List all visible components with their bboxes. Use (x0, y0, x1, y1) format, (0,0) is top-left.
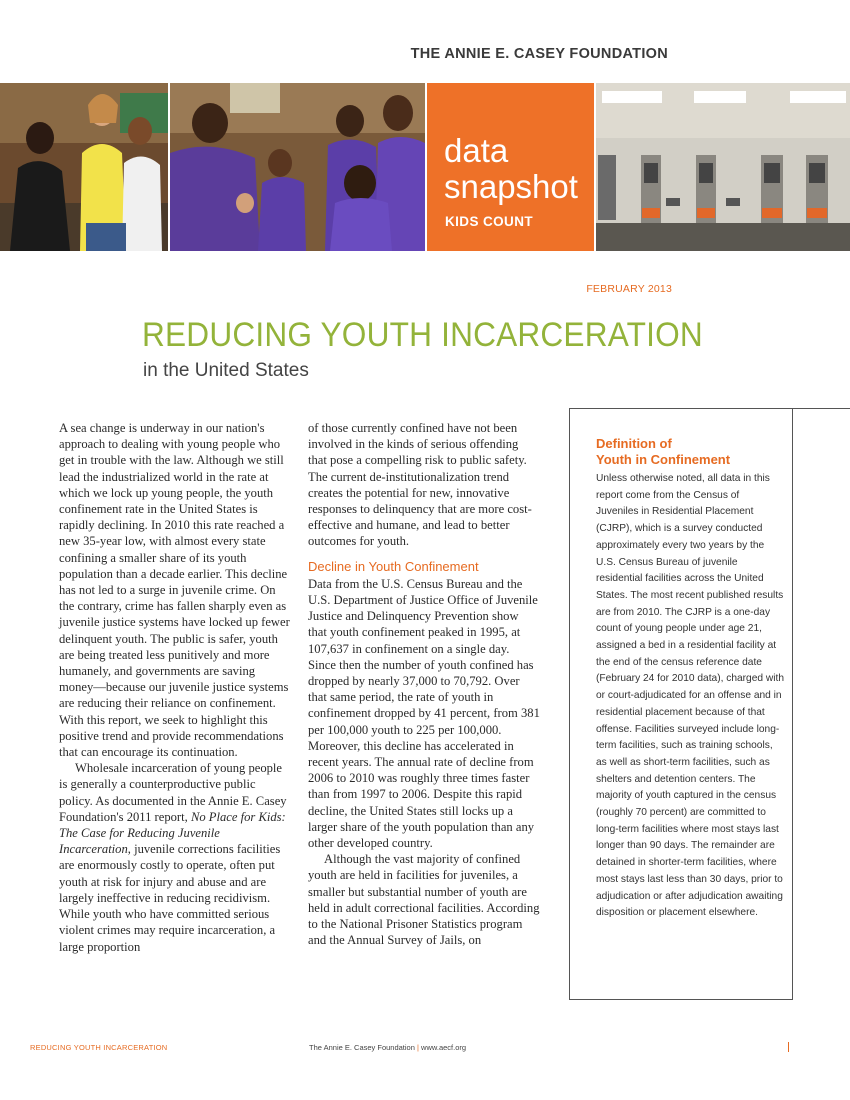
body-column-1 (59, 420, 291, 955)
foundation-name: THE ANNIE E. CASEY FOUNDATION (410, 46, 668, 62)
photo-group-discussion (170, 83, 425, 251)
second-paragraph (59, 760, 291, 954)
footer-credit (309, 1043, 466, 1052)
sidebar-title-line1: Definition of (596, 436, 672, 451)
footer-separator: | (417, 1043, 419, 1052)
photo-women-talking (0, 83, 168, 251)
kids-count-label: KIDS COUNT (445, 214, 533, 229)
sidebar-right-rule (792, 408, 793, 1000)
page-title: REDUCING YOUTH INCARCERATION (142, 316, 703, 354)
footer-url: www.aecf.org (421, 1043, 467, 1052)
sidebar-title (596, 436, 730, 468)
report-title-italic: No Place for Kids: The Case for Reducing Juvenile Incarceration (59, 809, 286, 857)
continuation-paragraph: of those currently confined have not been involved in the kinds of serious offending that pose a compelling risk to public safety. The current de-institutionalization trend creates the potential for new, innovative responses to delinquency that are more cost-effective and humane, and lead to better outcomes for youth. (308, 421, 532, 549)
second-paragraph-end: , juvenile corrections facilities are enormously costly to operate, often put youth at risk for injury and abuse and are largely ineffective in reducing recidivism. While youth who have committed serious violent crimes may require incarceration, a large proportion (59, 842, 281, 954)
body-column-2 (308, 420, 540, 949)
sidebar-title-line2: Youth in Confinement (596, 452, 731, 467)
sidebar-text: Unless otherwise noted, all data in this report come from the Census of Juveniles in Residential Placement (CJRP), which is a survey conducted approximately every two years by the U.S. Census Bureau of juvenile residential facilities across the United States. The most recent published results are from 2010. The CJRP is a one-day count of young people under age 21, assigned a bed in a residential facility at the end of the census reference date (February 24 for 2010 data), charged with or court-adjudicated for an offense and in residential placement because of that offense. Facilities surveyed include long-term facilities, such as training schools, as well as short-term facilities, such as shelters and detention centers. The majority of youth captured in the census (roughly 70 percent) are committed to long-term facilities where most stays last longer than 90 days. The remainder are detained in shorter-term facilities, where most stays last less than 30 days, prior to adjudication or after adjudication awaiting disposition or placement elsewhere. (596, 473, 785, 919)
second-paragraph-start: Wholesale incarceration of young people is generally a counterproductive public policy. As documented in the Annie E. Casey Foundation's 2011 report, (59, 761, 287, 824)
section-heading-decline: Decline in Youth Confinement (308, 558, 479, 574)
footer-title: REDUCING YOUTH INCARCERATION (30, 1043, 168, 1052)
page-subtitle: in the United States (143, 360, 309, 381)
publication-date: FEBRUARY 2013 (586, 283, 672, 295)
header-banner (0, 83, 850, 251)
definition-sidebar (569, 408, 793, 1000)
photo-detention-cells (596, 83, 850, 251)
snapshot-word: snapshot (444, 168, 578, 205)
decline-paragraph: Data from the U.S. Census Bureau and the U.S. Department of Justice Office of Juvenile Justice and Delinquency Prevention show that youth confinement peaked in 1995, at 107,637 in confinement on a single day. Since then the number of youth confined has dropped by nearly 37,000 to 70,792. Over that same period, the rate of youth in confinement dropped by 41 percent, from 381 per 100,000 youth to 225 per 100,000. Moreover, this decline has accelerated in recent years. The annual rate of decline from 2006 to 2010 was roughly three times faster than from 1997 to 2006. Despite this rapid decline, the United States still locks up a larger share of the youth population than any other developed country. (308, 576, 540, 851)
data-snapshot-panel (427, 83, 594, 251)
footer-page-marker (788, 1042, 789, 1052)
adult-facilities-paragraph: Although the vast majority of confined youth are held in facilities for juveniles, a smaller but substantial number of youth are held in adult correctional facilities. According to the National Prisoner Statistics program and the Annual Survey of Jails, on (308, 852, 540, 948)
footer-org: The Annie E. Casey Foundation (309, 1043, 415, 1052)
intro-paragraph: A sea change is underway in our nation's approach to dealing with young people who get in trouble with the law. Although we still lead the industrialized world in the rate at which we lock up young people, the youth confinement rate in the United States is rapidly declining. In 2010 this rate reached a new 35-year low, with almost every state confining a smaller share of its youth population than a decade earlier. This decline has not led to a surge in juvenile crime. On the contrary, crime has fallen sharply even as juvenile justice systems have locked up fewer delinquent youth. The public is safer, youth are being treated less punitively and more humanely, and governments are saving money—because our juvenile justice systems are reducing their reliance on confinement. With this report, we seek to highlight this positive trend and provide recommendations that can encourage its continuation. (59, 421, 290, 760)
data-word: data (444, 132, 509, 169)
